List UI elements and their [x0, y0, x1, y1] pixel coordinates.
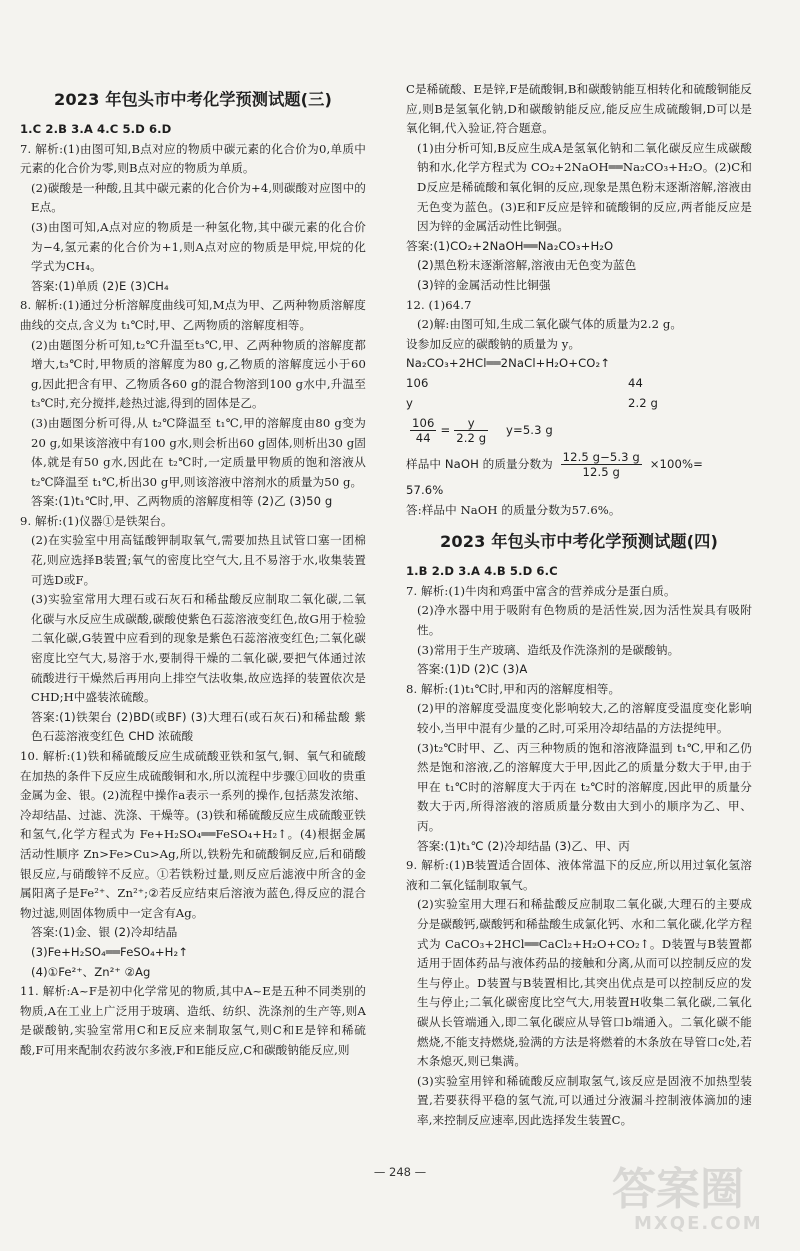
q12-molar-row [406, 374, 752, 394]
q12-proportion: $\frac{106}{44}$ = $\frac{y}{2.2 g}$ y=5.3 g [412, 416, 553, 446]
q12-percentage-value: 57.6% [406, 483, 444, 498]
q9b-analysis-3: (3)实验室用锌和稀硫酸反应制取氢气,该反应是固液不加热型装置,若要获得平稳的氢气流,可以通过分液漏斗控制液体滴加的速率,来控制反应速率,因此选择发生装置C。 [417, 1073, 752, 1127]
q8-answer: 答案:(1)t₁℃时,甲、乙两物质的溶解度相等 (2)乙 (3)50 g [31, 494, 333, 509]
q12-mass-y: y [406, 395, 413, 410]
q8b-analysis-2: (2)甲的溶解度受温度变化影响较大,乙的溶解度受温度变化影响较小,当甲中混有少量的乙时,可采用冷却结晶的方法提纯甲。 [417, 701, 752, 736]
watermark-text-cn: 答案圈 [612, 1164, 744, 1215]
q9-answer: 答案:(1)铁架台 (2)BD(或BF) (3)大理石(或石灰石)和稀盐酸 紫色石蕊溶液变红色 CHD 浓硫酸 [31, 709, 366, 744]
q12-mass-row [406, 394, 752, 414]
q8b-analysis-3: (3)t₂℃时甲、乙、丙三种物质的饱和溶液降温到 t₁℃,甲和乙仍然是饱和溶液,乙的溶解度大于甲,因此乙的质量分数大于甲,由于甲在 t₁℃时的溶解度大于丙在 t₂℃时的溶解度,因此甲的质量分数大于丙,所得溶液的溶质质量分数由大到小的顺序为乙、甲、丙。 [417, 740, 752, 833]
q9b-analysis-2: (2)实验室用大理石和稀盐酸反应制取二氧化碳,大理石的主要成分是碳酸钙,碳酸钙和稀盐酸生成氯化钙、水和二氧化碳,化学方程式为 CaCO₃+2HCl══CaCl₂+H₂O+CO₂↑。D装置与B装置都适用于固体药品与液体药品的接触和分离,从而可以控制反应的发生与停止。D装置与B装置相比,其突出优点是可以控制反应的发生与停止;二氧化碳密度比空气大,用装置H收集二氧化碳,二氧化碳从长管端通入,即二氧化碳应从导管口b端通入。二氧化碳不能燃烧,不能支持燃烧,验满的方法是将燃着的木条放在导管口c处,若木条熄灭,则已集满。 [417, 897, 752, 1069]
watermark-logo [592, 1145, 792, 1245]
q12-equation: Na₂CO₃+2HCl══2NaCl+H₂O+CO₂↑ [406, 356, 611, 371]
q10-answer-3: (4)①Fe²⁺、Zn²⁺ ②Ag [31, 964, 151, 979]
left-column [20, 0, 366, 1251]
q7b-analysis-2: (2)净水器中用于吸附有色物质的是活性炭,因为活性炭具有吸附性。 [417, 603, 752, 638]
q12-molar-106: 106 [406, 375, 429, 390]
q7-analysis-2: (2)碳酸是一种酸,且其中碳元素的化合价为+4,则碳酸对应图中的E点。 [31, 180, 366, 215]
right-column [406, 0, 752, 1251]
q7b-answer: 答案:(1)D (2)C (3)A [417, 662, 528, 677]
q7-answer: 答案:(1)单质 (2)E (3)CH₄ [31, 278, 169, 293]
q7b-analysis-3: (3)常用于生产玻璃、造纸及作洗涤剂的是碳酸钠。 [417, 642, 680, 657]
q12-result: y=5.3 g [506, 423, 553, 438]
q12-final-answer: 答:样品中 NaOH 的质量分数为57.6%。 [406, 502, 621, 517]
q8-analysis-1: 8. 解析:(1)通过分析溶解度曲线可知,M点为甲、乙两种物质溶解度曲线的交点,含义为 t₁℃时,甲、乙两物质的溶解度相等。 [20, 298, 366, 332]
q11-analysis-cont-1: C是稀硫酸、E是锌,F是硫酸铜,B和碳酸钠能互相转化和硫酸铜能反应,则B是氢氧化钠,D和碳酸钠能反应,能反应生成硫酸铜,D可以是氧化铜,代入验证,符合题意。 [406, 82, 752, 136]
q12-frac-1: $\frac{106}{44}$ [412, 416, 435, 446]
q10-answer-2: (3)Fe+H₂SO₄══FeSO₄+H₂↑ [31, 944, 189, 959]
q8b-analysis-1: 8. 解析:(1)t₁℃时,甲和丙的溶解度相等。 [406, 681, 621, 696]
q8-analysis-2: (2)由题图分析可知,t₂℃升温至t₃℃,甲、乙两种物质的溶解度都增大,t₃℃时,甲物质的溶解度为80 g,乙物质的溶解度远小于60 g,因此把含有甲、乙物质各60 g的混合物溶到100 g水中,升温至 t₃℃时,充分搅拌,趁热过滤,得到的固体是乙。 [31, 337, 366, 411]
page-number: — 248 — [373, 1165, 427, 1179]
mc-answers: 1.C 2.B 3.A 4.C 5.D 6.D [20, 122, 172, 136]
q9-analysis-1: 9. 解析:(1)仪器①是铁架台。 [20, 513, 173, 528]
q12-mass-22: 2.2 g [628, 395, 658, 410]
q8b-answer: 答案:(1)t₁℃ (2)冷却结晶 (3)乙、甲、丙 [417, 838, 630, 853]
q12-pct-frac: $\frac{12.5 g-5.3 g}{12.5 g}$ [562, 450, 640, 480]
q12-frac-2: $\frac{y}{2.2 g}$ [456, 416, 487, 446]
section-title-three: 2023 年包头市中考化学预测试题(三) [54, 90, 332, 109]
q11-answer-1: 答案:(1)CO₂+2NaOH══Na₂CO₃+H₂O [406, 238, 614, 253]
section-title-four: 2023 年包头市中考化学预测试题(四) [440, 532, 718, 552]
q11-answer-2: (2)黑色粉末逐渐溶解,溶液由无色变为蓝色 [417, 258, 637, 273]
q10-analysis: 10. 解析:(1)铁和稀硫酸反应生成硫酸亚铁和氢气,铜、氧气和硫酸在加热的条件下反应生成硫酸铜和水,所以流程中步骤①回收的贵重金属为金、银。(2)流程中操作a表示一系列的操作,包括蒸发浓缩、冷却结晶、过滤、洗涤、干燥等。(3)铁和稀硫酸反应生成硫酸亚铁和氢气,化学方程式为 Fe+H₂SO₄══FeSO₄+H₂↑。(4)根据金属活动性顺序 Zn>Fe>Cu>Ag,所以,铁粉先和硫酸铜反应,后和硝酸银反应,与硝酸锌不反应。①若铁粉过量,则反应后滤液中所含的金属阳离子是Fe²⁺、Zn²⁺;②若反应结束后溶液为蓝色,得反应的混合物过滤,则固体物质中一定含有Ag。 [20, 749, 366, 920]
q9b-analysis-1: 9. 解析:(1)B装置适合固体、液体常温下的反应,所以用过氧化氢溶液和二氧化锰制取氧气。 [406, 858, 752, 892]
q9-analysis-2: (2)在实验室中用高锰酸钾制取氧气,需要加热且试管口塞一团棉花,则应选择B装置;氧气的密度比空气大,且不易溶于水,收集装置可选D或F。 [31, 533, 366, 587]
q7-analysis-3: (3)由图可知,A点对应的物质是一种氢化物,其中碳元素的化合价为−4,氢元素的化合价为+1,则A点对应的物质是甲烷,甲烷的化学式为CH₄。 [31, 219, 366, 274]
q11-analysis-start: 11. 解析:A~F是初中化学常见的物质,其中A~E是五种不同类别的物质,A在工业上广泛用于玻璃、造纸、纺织、洗涤剂的生产等,则A是碳酸钠,实验室常用C和E反应来制取氢气,则C和E是锌和稀硫酸,F可用来配制农药波尔多液,F和E能反应,C和碳酸钠能反应,则 [20, 984, 366, 1057]
mc-answers-four: 1.B 2.D 3.A 4.B 5.D 6.C [406, 564, 558, 579]
q8-analysis-3: (3)由题图分析可得,从 t₂℃降温至 t₁℃,甲的溶解度由80 g变为20 g,如果该溶液中有100 g水,则会析出60 g固体,则析出30 g固体,就是有50 g水,因此在 t₂℃时,一定质量甲物质的饱和溶液从 t₂℃降温至 t₁℃,析出30 g甲,则该溶液中溶剂水的质量为50 g。 [31, 415, 366, 489]
q7-analysis-1: 7. 解析:(1)由图可知,B点对应的物质中碳元素的化合价为0,单质中元素的化合价为零,则B点对应的物质为单质。 [20, 141, 366, 176]
q12-line-3: 设参加反应的碳酸钠的质量为 y。 [406, 336, 581, 351]
q12-line-2: (2)解:由图可知,生成二氧化碳气体的质量为2.2 g。 [417, 317, 683, 332]
q12-molar-44: 44 [628, 375, 643, 390]
q7b-analysis-1: 7. 解析:(1)牛肉和鸡蛋中富含的营养成分是蛋白质。 [406, 583, 676, 598]
q11-analysis-cont-2: (1)由分析可知,B反应生成A是氢氧化钠和二氧化碳反应生成碳酸钠和水,化学方程式为 CO₂+2NaOH══Na₂CO₃+H₂O。(2)C和D反应是稀硫酸和氧化铜的反应,现象是黑色粉末逐渐溶解,溶液由无色变为蓝色。(3)E和F反应是锌和硫酸铜的反应,两者能反应是因为锌的金属活动性比铜强。 [417, 140, 752, 234]
watermark-text-url: MXQE.COM [634, 1213, 763, 1234]
q12-percentage: 样品中 NaOH 的质量分数为 $\frac{12.5 g-5.3 g}{12.5 g}$ ×100%= [406, 450, 703, 480]
q12-line-1: 12. (1)64.7 [406, 297, 472, 312]
q10-answer-1: 答案:(1)金、银 (2)冷却结晶 [31, 925, 178, 940]
q9-analysis-3: (3)实验室常用大理石或石灰石和稀盐酸反应制取二氧化碳,二氧化碳与水反应生成碳酸,碳酸使紫色石蕊溶液变红色,故G用于检验二氧化碳,G装置中应看到的现象是紫色石蕊溶液变红色;二氧化碳密度比空气大,易溶于水,要制得干燥的二氧化碳,要把气体通过浓硫酸进行干燥然后再用向上排空气法收集,故应选择的装置依次是CHD;H中盛装浓硫酸。 [31, 592, 366, 705]
q11-answer-3: (3)锌的金属活动性比铜强 [417, 277, 551, 292]
